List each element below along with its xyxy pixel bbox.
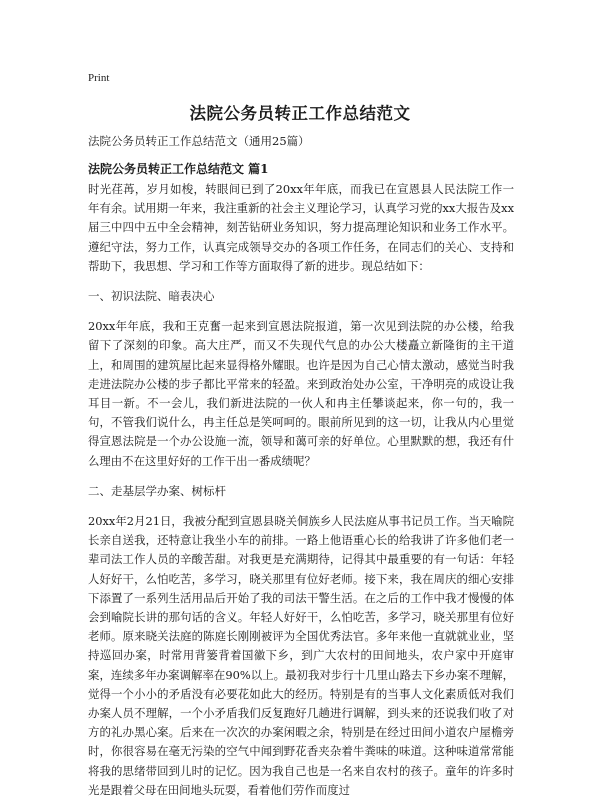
paragraph-section-1: 20xx年年底，我和王克奮一起来到宣恩法院报道，第一次见到法院的办公楼，给我留下了深刻的印象。高大庄严，而又不失现代气息的办公大楼矗立新隆街的主干道上，和周围的建筑屋比起来显得格外耀眼。也许是因为自己心情太激动，感觉当时我走进法院办公楼的步子都比平常来的轻盈。来到政治处办公室，干净明亮的成设让我耳目一新。不一会儿，我们新进法院的一伙人和冉主任攀谈起来，你一句的，我一句，不管我们说什么，冉主任总是笑呵呵的。眼前所见到的这一切，让我从内心里觉得宣恩法院是一个办公设施一流，领导和蔼可亲的好单位。心里默默的想，我还有什么理由不在这里好好的工作干出一番成绩呢？	[88, 319, 514, 468]
section-heading-2: 二、走基层学办案、树标杆	[88, 483, 226, 498]
paragraph-section-2: 20xx年2月21日，我被分配到宣恩县晓关侗族乡人民法庭从事书记员工作。当天喻院长亲自送我，还特意让我坐小车的前排。一路上他语重心长的给我讲了许多他们老一辈司法工作人员的辛酸苦甜。对我更是充满期待，记得其中最重要的有一句话：年轻人好好干，么怕吃苦，多学习，晓关那里有位好老师。接下来，我在周庆的细心安排下添置了一系列生活用品后开始了我的司法干警生活。在之后的工作中我才慢慢的体会到喻院长讲的那句话的含义。年轻人好好干，么怕吃苦，多学习，晓关那里有位好老师。原来晓关法庭的陈庭长刚刚被评为全国优秀法官。多年来他一直就就业业，坚持巡回办案，时常用背篓背着国徽下乡，到广大农村的田间地头，农户家中开庭审案，连续多年办案调解率在90%以上。最初我对步行十几里山路去下乡办案不理解，觉得一个小小的矛盾没有必要花如此大的经历。特别是有的当事人文化素质低对我们办案人员不理解，一个小矛盾我们反复跑好几趟进行调解，到头来的还说我们收了对方的礼办黑心案。后来在一次次的办案闲暇之余，特别是在经过田间小道农户屋檐旁时，你很容易在毫无污染的空气中闻到野花香夹杂着牛粪味的味道。这种味道常常能将我的思绪带回到儿时的记忆。因为我自己也是一名来自农村的孩子。童年的许多时光是跟着父母在田间地头玩耍，看着他们劳作而度过	[88, 514, 514, 797]
print-link[interactable]: Print	[88, 72, 110, 84]
section-heading-1: 一、初识法院、暗表决心	[88, 289, 215, 304]
article-body	[88, 180, 514, 800]
paragraph-intro: 时光荏苒，岁月如梭，转眼间已到了20xx年年底，而我已在宣恩县人民法院工作一年有余。试用期一年来，我注重新的社会主义理论学习，认真学习党的xx大报告及xx届三中四中五中全会精神，刻苦钻研业务知识，努力提高理论知识和业务工作水平。遵纪守法，努力工作，认真完成领导交办的各项工作任务，在同志们的关心、支持和帮助下，我思想、学习和工作等方面取得了新的进步。现总结如下：	[88, 182, 514, 273]
document-title: 法院公务员转正工作总结范文	[189, 104, 411, 123]
document-subtitle: 法院公务员转正工作总结范文（通用25篇）	[88, 134, 310, 148]
article-heading: 法院公务员转正工作总结范文 篇1	[88, 162, 269, 176]
